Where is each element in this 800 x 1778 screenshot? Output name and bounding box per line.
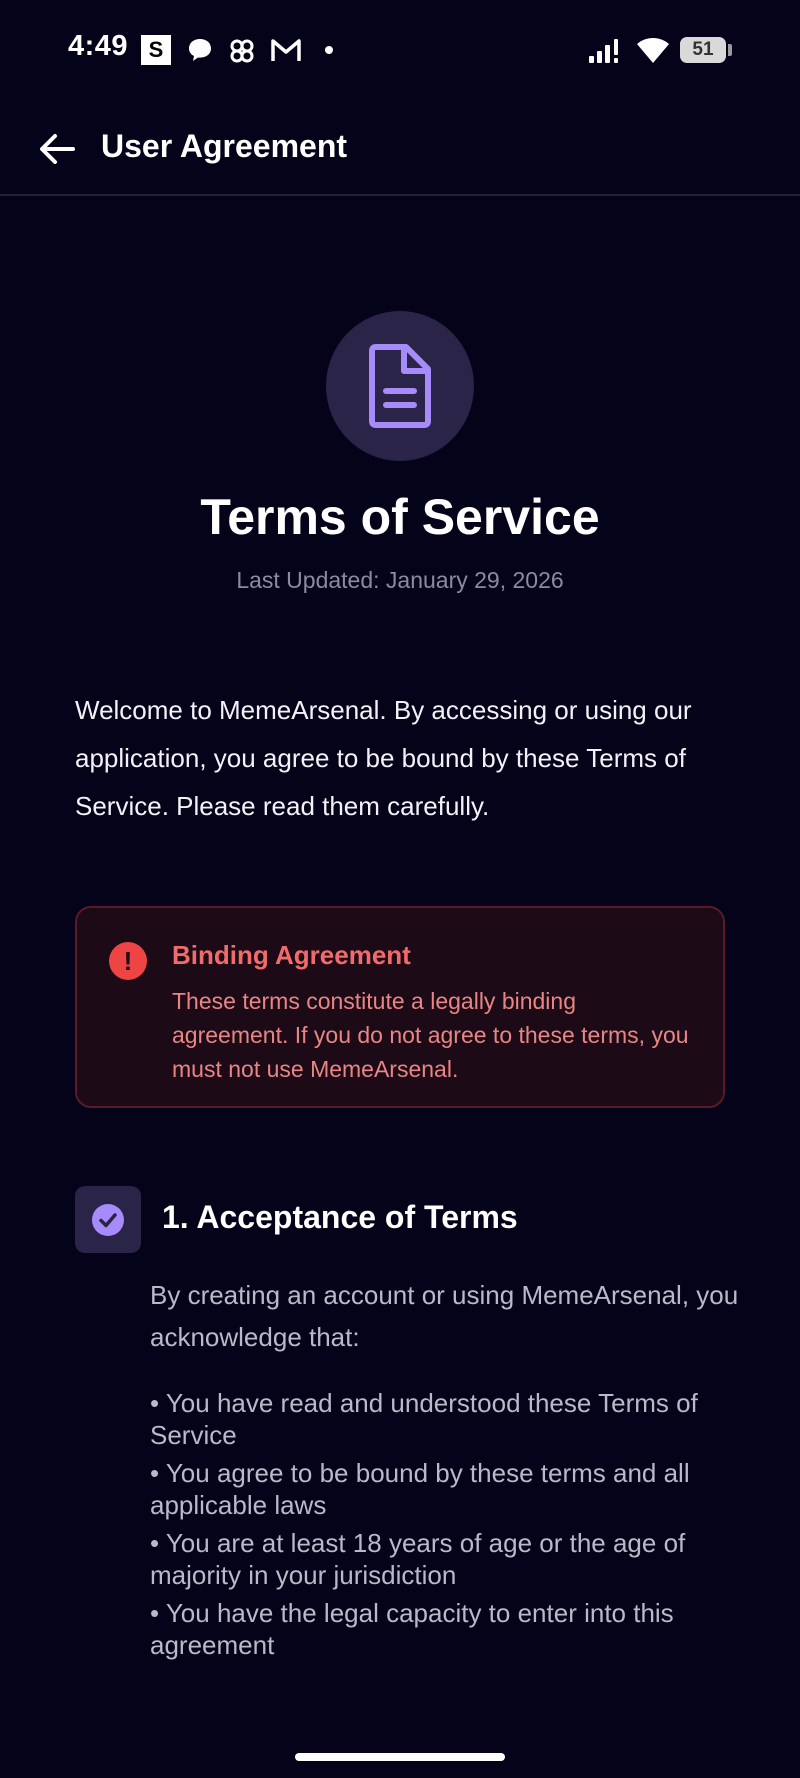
section-icon-badge — [75, 1186, 141, 1253]
exclamation-icon: ! — [109, 942, 147, 980]
pinwheel-icon — [227, 36, 257, 71]
list-item: • You have the legal capacity to enter into this agreement — [150, 1598, 674, 1660]
notification-dot-icon — [325, 46, 333, 54]
arrow-left-icon — [39, 133, 75, 165]
chat-bubble-icon — [186, 36, 214, 69]
document-icon-badge — [326, 311, 474, 461]
binding-agreement-alert — [75, 906, 725, 1108]
alert-body: These terms constitute a legally binding agreement. If you do not agree to these terms, you must not use MemeArsenal. — [172, 988, 689, 1082]
intro-paragraph: Welcome to MemeArsenal. By accessing or using our application, you agree to be bound by these Terms of Service. Please read them carefully. — [75, 695, 692, 821]
acknowledgement-list — [150, 1387, 740, 1667]
last-updated-text: Last Updated: January 29, 2026 — [236, 567, 564, 593]
section-intro: By creating an account or using MemeArsenal, you acknowledge that: — [150, 1280, 739, 1352]
alert-title: Binding Agreement — [172, 940, 411, 970]
battery-icon: 51 — [680, 37, 726, 63]
status-bar — [0, 0, 800, 100]
gmail-icon — [270, 36, 302, 69]
app-header — [0, 100, 800, 196]
home-indicator[interactable] — [295, 1753, 505, 1761]
list-item: • You agree to be bound by these terms and all applicable laws — [150, 1458, 690, 1520]
document-icon — [364, 343, 436, 429]
list-item: • You are at least 18 years of age or the age of majority in your jurisdiction — [150, 1528, 686, 1590]
back-button[interactable] — [30, 122, 84, 176]
page-title: Terms of Service — [200, 489, 600, 545]
s-app-icon: S — [141, 35, 171, 65]
battery-tip — [728, 44, 732, 56]
status-time: 4:49 — [68, 30, 129, 62]
section-title: 1. Acceptance of Terms — [162, 1199, 518, 1235]
signal-icon — [588, 38, 624, 69]
header-title: User Agreement — [101, 128, 348, 164]
list-item: • You have read and understood these Terms of Service — [150, 1388, 698, 1450]
check-circle-icon — [91, 1203, 125, 1237]
wifi-icon — [636, 36, 670, 69]
